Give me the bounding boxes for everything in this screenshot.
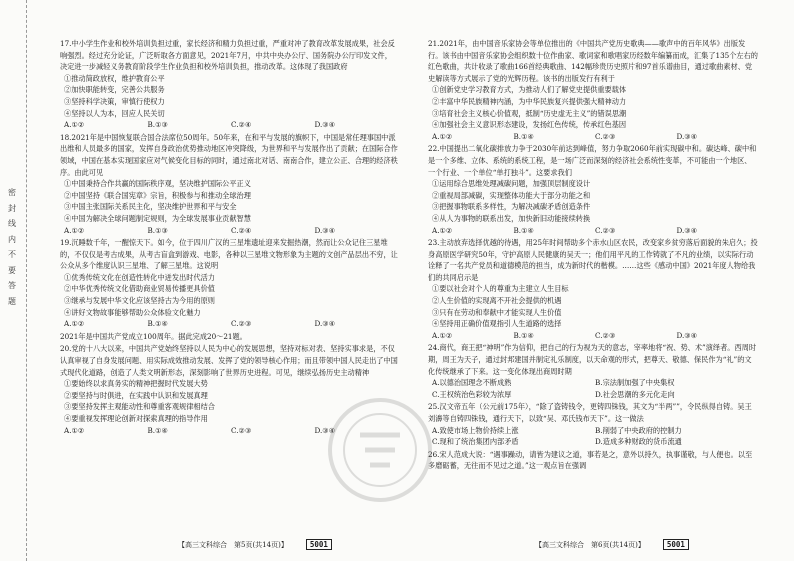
statement-option: ③继承与发展中华文化应该坚持古为今用的原则 <box>64 296 215 306</box>
right-column <box>428 38 758 473</box>
answer-choice: D.③④ <box>314 120 336 130</box>
answer-choice: D.造成多种财政的货币流通 <box>595 437 682 447</box>
answer-choices <box>60 119 398 131</box>
answer-choice: C.②③ <box>231 425 252 435</box>
answer-choices <box>428 377 758 389</box>
answer-choice: A.①② <box>64 225 85 235</box>
question-stem: 23.主动放弃选择优越的待遇，用25年时间帮助多个赤水山区农民，改变家乡贫穷落后面貌的朱启久；投身高原医学研究50年，守护高原人民健康的吴天一；他们用平凡的工作铸就了不凡的业绩，以实际行动诠释了一名共产党员和道德模范的担当，成为新时代的楷模。……这些《感动中国》2021年度人物给我们的共同启示是 <box>428 238 758 282</box>
statement-option: ③要坚持发挥主观能动性和尊重客观规律相结合 <box>64 402 215 412</box>
answer-choice: C.现和了统治集团内部矛盾 <box>432 437 519 447</box>
statement-option: ④要重视发挥理论创新对探索真理的指导作用 <box>64 414 208 423</box>
question-stem: 18.2021年是中国恢复联合国合法席位50周年。50年来，在和平与发展的旗帜下，中国是常任理事国中派出维和人员最多的国家，发挥自身政治优势推动地区冲突降级，为世界和平与发展作出了贡献；在国际合作领域，中国在基本实现国家应对气候变化目标的同时，通过南北对话、南南合作，建立公正、合理的经济秩序。由此可见 <box>60 132 398 177</box>
footer-right-code: 5001 <box>663 539 689 550</box>
statement-option: ①运用综合思维处理减碳问题，加强顶层制度设计 <box>432 179 591 189</box>
question-stem: 24.商代，商王把“神明”作为信仰，把自己的行为视为天的意志，宰率地将“祝、势、术”演绎者。西周时期，周王为天子，通过封邦建国并制定礼乐制度，以天命观的形式，把尊天、敬德、保民作为“礼”的文化传统继承了下来。这一变化体现出商周时期 <box>428 343 757 376</box>
question-block <box>428 38 758 142</box>
answer-choices <box>428 389 758 401</box>
statement-option: ③中国主张国际关系民主化，坚决维护世界和平与安全 <box>64 202 237 212</box>
answer-choice: B.削弱了中央政府的控制力 <box>595 425 682 435</box>
answer-choice: D.③④ <box>314 225 336 235</box>
answer-choice: A.①② <box>432 131 453 141</box>
answer-choice: C.王权统治色彩较为浓厚 <box>432 389 512 399</box>
school-stamp <box>325 395 435 505</box>
answer-choice: D.③④ <box>676 131 698 141</box>
answer-choice: B.宗法制加强了中央集权 <box>595 378 675 388</box>
statement-option: ①创新党史学习教育方式，为推动人们了解党史提供重要载体 <box>432 85 627 95</box>
footer-right-text: 【高三文科综合 第6页(共14页)】 <box>535 540 645 549</box>
answer-choices <box>60 225 398 237</box>
section-note: 2021年是中国共产党成立100周年。据此完成20～21题。 <box>60 331 247 341</box>
statement-option: ③把握事物联系多样性，为解决减碳矛盾创造条件 <box>432 202 591 212</box>
statement-option: ①要始终以求真务实的精神把握时代发展大势 <box>64 379 208 389</box>
question-block <box>428 342 758 400</box>
statement-option: ④加强社会主义意识形态建设，发扬红色传统，传承红色基因 <box>432 120 627 130</box>
answer-choice: D.③④ <box>314 425 336 435</box>
answer-choice: D.③④ <box>314 319 336 329</box>
statement-option: ①推动简政放权，维护教育公平 <box>64 73 165 83</box>
answer-choice: C.②③ <box>595 225 616 235</box>
answer-choice: C.②③ <box>231 319 252 329</box>
question-stem: 21.2021年，由中国音乐家协会等单位推出的《中国共产党历史歌典——歌声中的百年风华》出版发行。该书由中国音乐家协会组织数十位作曲家、歌词家和歌唱家历经数年编纂而成，汇集了135个左右的红色歌曲，共计收录了歌曲166首经典歌曲、142幅珍贵历史照片和97首乐谱曲目，通过歌曲素材、党史解读等方式展示了党的光辉历程。该书的出版发行有利于 <box>428 39 758 83</box>
answer-choices <box>428 225 758 237</box>
question-block <box>428 237 758 341</box>
footer-left <box>178 539 332 550</box>
question-stem: 17.中小学生作业和校外培训负担过重，家长经济和精力负担过重，严重对冲了教育改革发展成果，社会反响强烈。经过充分论证，广泛听取各方面意见，2021年7月，中共中央办公厅、国务院办公厅印发文件，决定进一步减轻义务教育阶段学生作业负担和校外培训负担，推动改革。这体现了我国政府 <box>60 39 395 72</box>
question-stem: 22.中国提出二氧化碳排放力争于2030年前达到峰值，努力争取2060年前实现碳中和。碳达峰、碳中和是一个多维、立体、系统的系统工程，是一场广泛而深刻的经济社会系统性变革，不可能由一个地区、一个行业、一个单位“单打独斗”。这要求我们 <box>428 144 757 177</box>
answer-choice: B.①④ <box>513 225 534 235</box>
statement-option: ①要以社会对个人的尊重为主建立人生目标 <box>432 284 569 294</box>
answer-choice: C.②④ <box>231 225 252 235</box>
statement-option: ①中国秉持合作共赢的国际秩序观，坚决维护国际公平正义 <box>64 179 251 189</box>
answer-choice: A.①② <box>64 120 85 130</box>
statement-option: ③培育社会主义核心价值观，抵制“历史虚无主义”的错误思潮 <box>432 108 627 118</box>
answer-choices <box>428 131 758 143</box>
statement-option: ④从人为事物的联系出发，加快新旧动能接续转换 <box>432 213 591 223</box>
statement-option: ④中国为解决全球问题制定规则，为全球发展事业贡献智慧 <box>64 213 251 223</box>
question-stem: 19.沉睡数千年，一醒惊天下。如今，位于四川广汉的三星堆遗址迎来发掘热潮，然而让公众记住三星堆的，不仅仅是考古成果，从考古盲盒到游戏、电影，各种以三星堆文物形象为主题的文创产品层出不穷，让公众从多个维度认识三星堆、了解三星堆。这说明 <box>60 238 398 271</box>
answer-choice: A.以德治国理念不断成熟 <box>432 378 512 388</box>
question-block <box>60 331 398 343</box>
statement-option: ④坚持以人为本，回应人民关切 <box>64 108 165 118</box>
answer-choices <box>428 436 758 448</box>
statement-option: ②加快职能转变，完善公共服务 <box>64 85 165 95</box>
answer-choice: A.致使市场上物价持续上涨 <box>432 425 519 435</box>
statement-option: ②中国坚持《联合国宪章》宗旨，积极参与和推动全球治理 <box>64 190 251 200</box>
question-block <box>428 401 758 447</box>
question-stem: 26.宋人范成大说：“遇事躁动，请皆为建议之道，事若是之，意外以持久，执事谨敬，与人便也。以至多磨砺蓄，无往而不见过之道。”这一观点旨在强调 <box>428 449 753 471</box>
binding-label: 密 封 线 内 不 要 答 题 <box>8 188 16 306</box>
statement-option: ③只有在劳动和奉献中才能实现人生价值 <box>432 307 562 317</box>
footer-left-code: 5001 <box>306 539 332 550</box>
statement-option: ②中华优秀传统文化借助商业贸易传播更具价值 <box>64 284 215 294</box>
left-column <box>60 38 398 437</box>
footer-right <box>535 539 689 550</box>
question-block <box>60 132 398 236</box>
answer-choice: B.①③ <box>147 120 168 130</box>
footer-left-text: 【高三文科综合 第5页(共14页)】 <box>178 540 288 549</box>
binding-margin <box>0 0 27 561</box>
statement-option: ④坚持用正确价值观指引人生道路的选择 <box>432 319 562 329</box>
statement-option: ②要坚持与时俱进，在实践中认识和发展真理 <box>64 390 208 400</box>
question-stem: 20.党的十八大以来，中国共产党始终坚持以人民为中心的发展思想，坚持对标对表、坚持实事求是，不仅认真审视了自身发展问题、用实际成效推动发展、发挥了党的领导核心作用；而且带领中国人民走出了中国式现代化道路，创造了人类文明新形态，深刻影响了世界历史进程。可见，继续弘扬历史主动精神 <box>60 344 398 377</box>
statement-option: ④讲好文物故事能够帮助公众体验文化魅力 <box>64 307 201 317</box>
answer-choice: B.①③ <box>147 225 168 235</box>
answer-choice: B.①④ <box>513 330 534 340</box>
statement-option: ②丰富中华民族精神内涵，为中华民族复兴提供强大精神动力 <box>432 96 627 106</box>
statement-option: ③坚持科学决策，审慎行使权力 <box>64 96 165 106</box>
question-block <box>428 143 758 236</box>
answer-choices <box>428 330 758 342</box>
question-block <box>60 38 398 131</box>
question-block <box>60 237 398 330</box>
answer-choices <box>60 318 398 330</box>
question-stem: 25.汉文帝五年（公元前175年），“除了盗铸钱令，更铸四铢钱，其文为“半两””，令民纵得自铸。吴王刘濞等自铸四铢钱，通行天下，以致“吴、邓氏钱布天下”。这一做法 <box>428 402 752 423</box>
answer-choices <box>428 425 758 437</box>
answer-choice: C.②④ <box>231 120 252 130</box>
statement-option: ②重视局部减碳，实现整体功能大于部分功能之和 <box>432 190 591 200</box>
answer-choice: B.①④ <box>147 425 168 435</box>
answer-choice: D.③④ <box>676 330 698 340</box>
answer-choice: A.①② <box>432 225 453 235</box>
question-block <box>428 449 758 472</box>
statement-option: ②人生价值的实现离不开社会提供的机遇 <box>432 296 562 306</box>
answer-choice: B.①④ <box>513 131 534 141</box>
answer-choice: A.①② <box>64 425 85 435</box>
answer-choice: C.②③ <box>595 330 616 340</box>
answer-choice: A.①② <box>432 330 453 340</box>
answer-choice: C.②③ <box>595 131 616 141</box>
answer-choice: D.③④ <box>676 225 698 235</box>
answer-choice: B.①④ <box>147 319 168 329</box>
statement-option: ①优秀传统文化在创造性转化中迸发出时代活力 <box>64 272 215 282</box>
answer-choice: D.社会思潮的多元化走向 <box>595 389 675 399</box>
answer-choice: A.①② <box>64 319 85 329</box>
